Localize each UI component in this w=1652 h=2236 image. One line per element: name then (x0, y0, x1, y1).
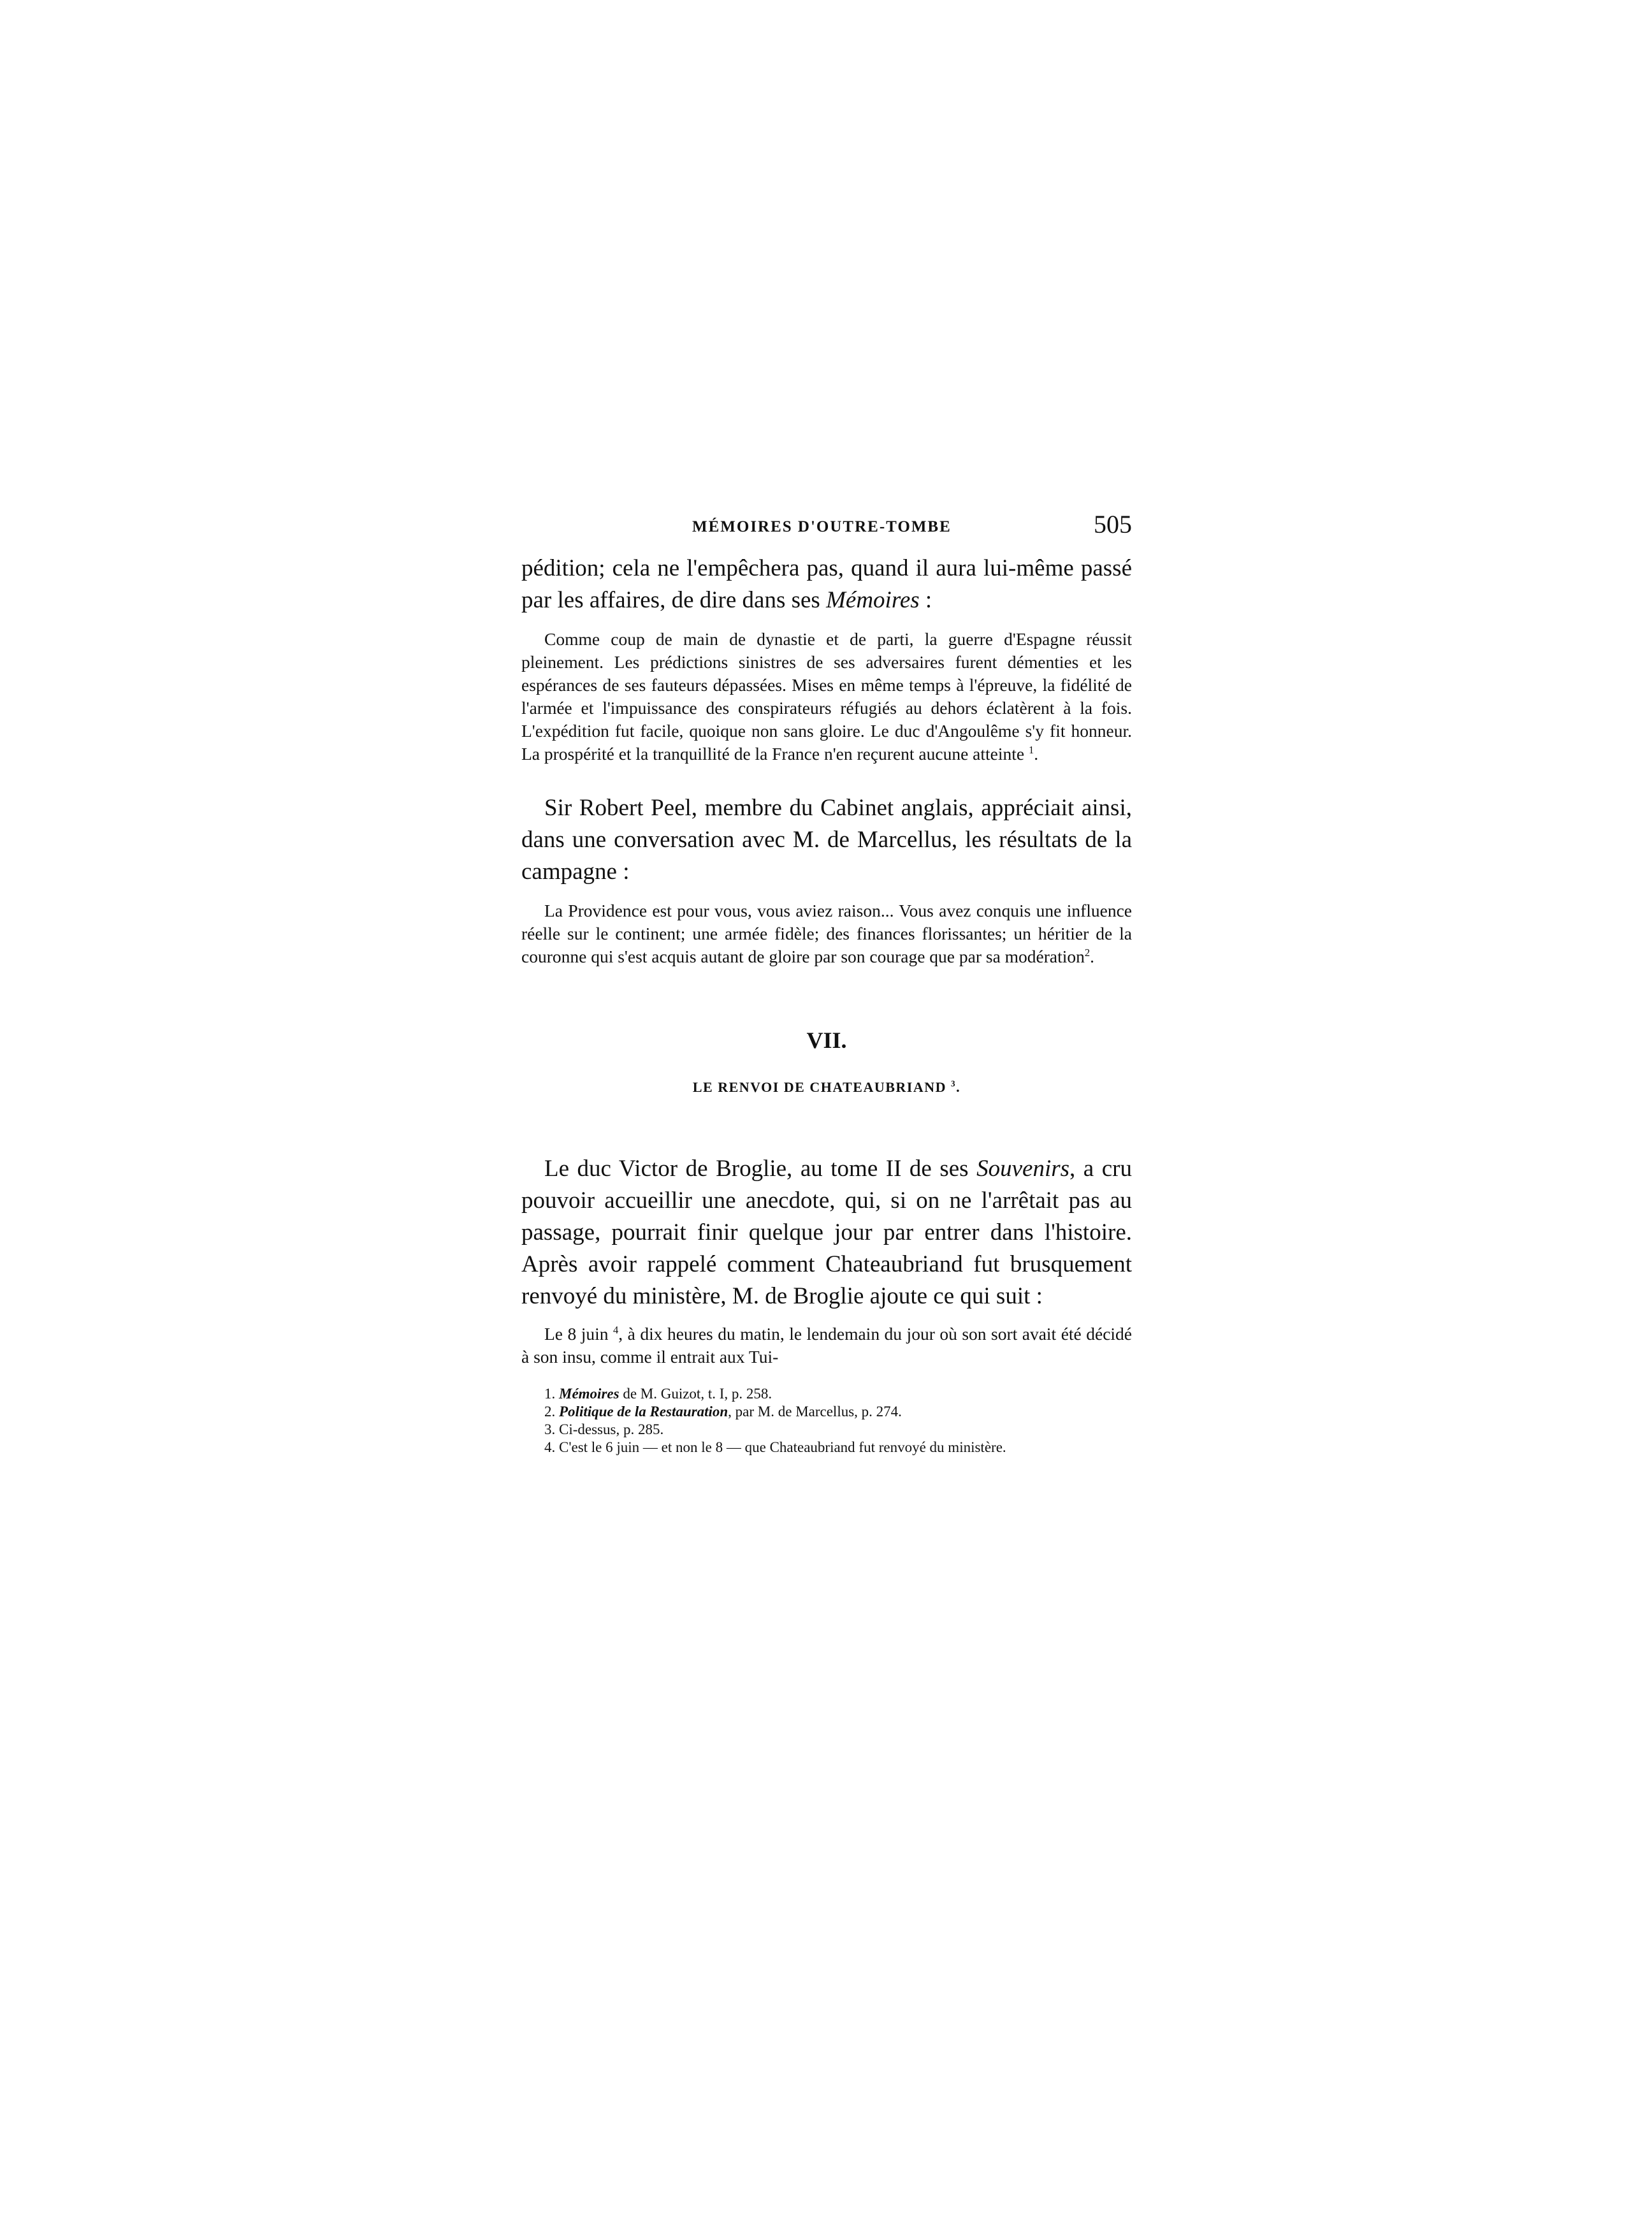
footnote-4-num: 4. (544, 1439, 556, 1455)
quote-1-end: . (1034, 744, 1039, 764)
page-number: 505 (1094, 510, 1132, 539)
section-title-end: . (956, 1079, 961, 1095)
footnote-3 (521, 1421, 1132, 1439)
quote-2-text: La Providence est pour vous, vous aviez raison... Vous avez conquis une influence réelle sur le continent; une armée fidèle; des finances florissantes; un héritier de la couronne qui s'est acquis autant de gloire par son courage que par sa modération (521, 901, 1132, 966)
quote-2-note-ref: 2 (1084, 946, 1090, 959)
quote-3-text: Le 8 juin (544, 1324, 609, 1344)
footnote-4-text: C'est le 6 juin — et non le 8 — que Chateaubriand fut renvoyé du ministère. (559, 1439, 1006, 1455)
footnote-1 (521, 1385, 1132, 1403)
footnote-2-num: 2. (544, 1404, 556, 1419)
section-number: VII. (806, 1027, 847, 1053)
section-title-text: LE RENVOI DE CHATEAUBRIAND (692, 1079, 947, 1095)
paragraph-3-text: Le duc Victor de Broglie, au tome II de ses (544, 1156, 977, 1182)
footnote-1-num: 1. (544, 1386, 556, 1402)
section-title-note-ref: 3 (951, 1078, 957, 1089)
footnote-3-num: 3. (544, 1421, 556, 1437)
paragraph-1 (521, 553, 1132, 616)
paragraph-1-end: : (919, 587, 932, 613)
paragraph-3-italic: Souvenirs (976, 1156, 1070, 1182)
footnote-3-text: Ci-dessus, p. 285. (559, 1421, 664, 1437)
quote-1-text: Comme coup de main de dynastie et de parti, la guerre d'Espagne réussit pleinement. Les prédictions sinistres de ses adversaires furent démenties et les espérances de ses fauteurs dépassées. Mises en même temps à l'épreuve, la fidélité de l'armée et l'impuissance des conspirateurs réfugiés au dehors éclatèrent à la fois. L'expédition fut facile, quoique non sans gloire. Le duc d'Angoulême s'y fit honneur. La prospérité et la tranquillité de la France n'en reçurent aucune atteinte (521, 629, 1132, 764)
paragraph-1-text: pédition; cela ne l'empêchera pas, quand il aura lui-même passé par les affaires, de dire dans ses (521, 555, 1132, 613)
paragraph-2: Sir Robert Peel, membre du Cabinet anglais, appréciait ainsi, dans une conversation avec M. de Marcellus, les résultats de la campagne : (521, 795, 1132, 885)
page-text-block (521, 507, 1132, 1456)
quote-1 (521, 628, 1132, 766)
footnote-1-text: de M. Guizot, t. I, p. 258. (619, 1386, 772, 1402)
running-head (521, 507, 1132, 545)
footnote-4 (521, 1439, 1132, 1456)
quote-2 (521, 899, 1132, 968)
quote-3-note-ref: 4 (613, 1323, 619, 1336)
quote-3 (521, 1323, 1132, 1368)
paragraph-1-italic: Mémoires (826, 587, 920, 613)
paragraph-3 (521, 1153, 1132, 1312)
footnote-2-text: , par M. de Marcellus, p. 274. (728, 1404, 902, 1419)
footnote-1-italic: Mémoires (559, 1386, 620, 1402)
footnote-2 (521, 1403, 1132, 1421)
quote-3-end: , à dix heures du matin, le lendemain du jour où son sort avait été décidé à son insu, comme il entrait aux Tui- (521, 1324, 1132, 1367)
footnote-2-italic: Politique de la Restauration (559, 1404, 728, 1419)
footnotes (521, 1385, 1132, 1456)
quote-1-note-ref: 1 (1028, 743, 1034, 756)
running-title: MÉMOIRES D'OUTRE-TOMBE (692, 518, 952, 535)
paragraph-3-end: , a cru pouvoir accueillir une anecdote, qui, si on ne l'arrêtait pas au passage, pourrait finir quelque jour par entrer dans l'histoire. Après avoir rappelé comment Chateaubriand fut brusquement renvoyé du ministère, M. de Broglie ajoute ce qui suit : (521, 1156, 1132, 1309)
quote-2-end: . (1090, 947, 1095, 966)
section-title (521, 1079, 1132, 1096)
